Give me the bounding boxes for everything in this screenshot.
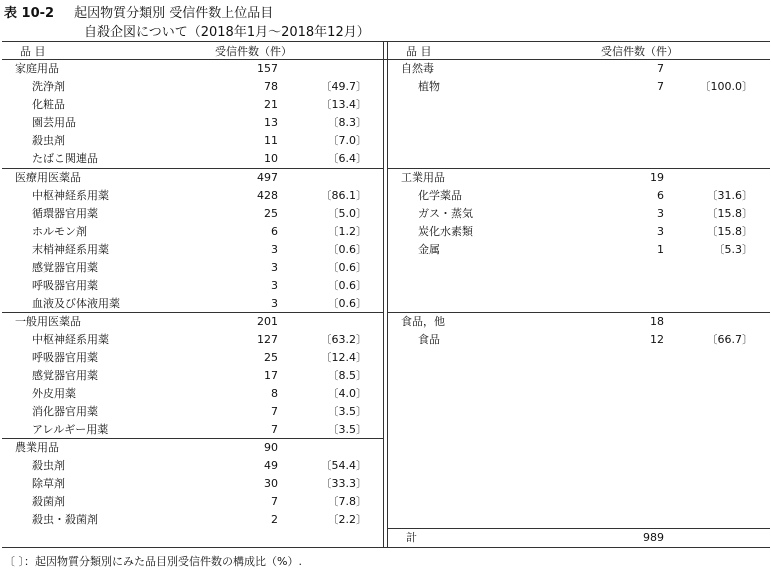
item-ratio: 〔31.6〕 bbox=[706, 189, 753, 202]
category-row bbox=[2, 313, 383, 331]
item-name: 感覚器官用薬 bbox=[32, 369, 98, 382]
table-row bbox=[2, 96, 383, 114]
item-ratio: 〔2.2〕 bbox=[327, 513, 367, 526]
table-row bbox=[2, 205, 383, 223]
item-name: 中枢神経系用薬 bbox=[32, 333, 109, 346]
item-count: 10 bbox=[264, 152, 278, 165]
item-count: 2 bbox=[271, 513, 278, 526]
item-ratio: 〔33.3〕 bbox=[320, 477, 367, 490]
table-row bbox=[388, 331, 770, 349]
item-ratio: 〔4.0〕 bbox=[327, 387, 367, 400]
item-name: 循環器官用薬 bbox=[32, 207, 98, 220]
item-name: 殺虫剤 bbox=[32, 459, 65, 472]
table-row bbox=[2, 132, 383, 150]
item-count: 7 bbox=[271, 405, 278, 418]
item-ratio: 〔0.6〕 bbox=[327, 297, 367, 310]
table-row bbox=[388, 78, 770, 96]
item-name: 殺虫・殺菌剤 bbox=[32, 513, 98, 526]
item-name: 除草剤 bbox=[32, 477, 65, 490]
table-row bbox=[388, 205, 770, 223]
item-ratio: 〔8.3〕 bbox=[327, 116, 367, 129]
table-row bbox=[2, 421, 383, 439]
item-count: 12 bbox=[650, 333, 664, 346]
item-name: 洗浄剤 bbox=[32, 80, 65, 93]
table-row bbox=[2, 349, 383, 367]
category-row bbox=[2, 169, 383, 187]
item-name: 化学薬品 bbox=[418, 189, 462, 202]
category-row bbox=[2, 60, 383, 78]
item-count: 17 bbox=[264, 369, 278, 382]
table-row bbox=[2, 295, 383, 313]
item-name: 殺菌剤 bbox=[32, 495, 65, 508]
right-column bbox=[388, 42, 770, 547]
total-row bbox=[388, 528, 770, 547]
item-ratio: 〔49.7〕 bbox=[320, 80, 367, 93]
item-count: 8 bbox=[271, 387, 278, 400]
item-name: 化粧品 bbox=[32, 98, 65, 111]
category-total: 90 bbox=[264, 441, 278, 454]
table-title bbox=[4, 2, 273, 21]
item-count: 21 bbox=[264, 98, 278, 111]
table-row bbox=[2, 223, 383, 241]
item-ratio: 〔12.4〕 bbox=[320, 351, 367, 364]
item-name: 呼吸器官用薬 bbox=[32, 351, 98, 364]
footnote: 〔 〕：起因物質分類別にみた品目別受信件数の構成比（%）. bbox=[4, 555, 302, 568]
item-count: 3 bbox=[657, 225, 664, 238]
category-row bbox=[388, 169, 770, 187]
item-ratio: 〔3.5〕 bbox=[327, 405, 367, 418]
category-total: 7 bbox=[657, 62, 664, 75]
item-count: 25 bbox=[264, 207, 278, 220]
table-row bbox=[2, 277, 383, 295]
item-name: 血液及び体液用薬 bbox=[32, 297, 120, 310]
category-total: 497 bbox=[257, 171, 278, 184]
table-row bbox=[388, 187, 770, 205]
item-name: 中枢神経系用薬 bbox=[32, 189, 109, 202]
header-count: 受信件数（件） bbox=[215, 45, 292, 58]
item-count: 3 bbox=[271, 261, 278, 274]
item-count: 30 bbox=[264, 477, 278, 490]
item-count: 6 bbox=[657, 189, 664, 202]
item-name: 食品 bbox=[418, 333, 440, 346]
item-count: 11 bbox=[264, 134, 278, 147]
title-line-1: 起因物質分類別 受信件数上位品目 bbox=[74, 6, 274, 21]
category-group bbox=[388, 312, 770, 439]
item-count: 13 bbox=[264, 116, 278, 129]
item-count: 3 bbox=[271, 279, 278, 292]
item-name: 末梢神経系用薬 bbox=[32, 243, 109, 256]
item-ratio: 〔6.4〕 bbox=[327, 152, 367, 165]
table-row bbox=[2, 511, 383, 529]
item-name: 呼吸器官用薬 bbox=[32, 279, 98, 292]
table-row bbox=[388, 223, 770, 241]
header-item: 品 目 bbox=[406, 45, 432, 58]
item-count: 428 bbox=[257, 189, 278, 202]
item-ratio: 〔8.5〕 bbox=[327, 369, 367, 382]
category-name: 自然毒 bbox=[401, 62, 434, 75]
item-ratio: 〔1.2〕 bbox=[327, 225, 367, 238]
table-row bbox=[2, 114, 383, 132]
item-count: 3 bbox=[271, 297, 278, 310]
item-ratio: 〔100.0〕 bbox=[699, 80, 753, 93]
item-name: 園芸用品 bbox=[32, 116, 76, 129]
category-total: 19 bbox=[650, 171, 664, 184]
category-group bbox=[2, 312, 383, 439]
item-count: 49 bbox=[264, 459, 278, 472]
table-row bbox=[2, 493, 383, 511]
item-name: 植物 bbox=[418, 80, 440, 93]
left-column bbox=[2, 42, 383, 547]
item-name: ホルモン剤 bbox=[32, 225, 87, 238]
item-ratio: 〔7.8〕 bbox=[327, 495, 367, 508]
item-name: たばこ関連品 bbox=[32, 152, 98, 165]
item-count: 7 bbox=[271, 495, 278, 508]
item-count: 78 bbox=[264, 80, 278, 93]
item-ratio: 〔54.4〕 bbox=[320, 459, 367, 472]
category-name: 医療用医薬品 bbox=[15, 171, 81, 184]
item-ratio: 〔3.5〕 bbox=[327, 423, 367, 436]
table-row bbox=[2, 331, 383, 349]
table-row bbox=[2, 457, 383, 475]
table-row bbox=[2, 187, 383, 205]
item-count: 7 bbox=[657, 80, 664, 93]
item-name: 炭化水素類 bbox=[418, 225, 473, 238]
item-name: 消化器官用薬 bbox=[32, 405, 98, 418]
item-name: アレルギー用薬 bbox=[32, 423, 109, 436]
category-row bbox=[388, 60, 770, 78]
category-name: 農業用品 bbox=[15, 441, 59, 454]
table-row bbox=[2, 241, 383, 259]
item-ratio: 〔0.6〕 bbox=[327, 279, 367, 292]
category-total: 157 bbox=[257, 62, 278, 75]
item-count: 1 bbox=[657, 243, 664, 256]
item-count: 3 bbox=[271, 243, 278, 256]
table-row bbox=[2, 475, 383, 493]
total-value: 989 bbox=[643, 531, 664, 544]
item-ratio: 〔13.4〕 bbox=[320, 98, 367, 111]
category-row bbox=[2, 439, 383, 457]
item-ratio: 〔15.8〕 bbox=[706, 225, 753, 238]
item-ratio: 〔5.3〕 bbox=[713, 243, 753, 256]
item-ratio: 〔86.1〕 bbox=[320, 189, 367, 202]
data-table bbox=[2, 41, 770, 548]
item-name: 殺虫剤 bbox=[32, 134, 65, 147]
category-row bbox=[388, 313, 770, 331]
item-ratio: 〔63.2〕 bbox=[320, 333, 367, 346]
item-ratio: 〔5.0〕 bbox=[327, 207, 367, 220]
item-ratio: 〔15.8〕 bbox=[706, 207, 753, 220]
category-group bbox=[2, 168, 383, 313]
category-name: 一般用医薬品 bbox=[15, 315, 81, 328]
table-row bbox=[2, 403, 383, 421]
category-total: 18 bbox=[650, 315, 664, 328]
item-count: 25 bbox=[264, 351, 278, 364]
header-count: 受信件数（件） bbox=[601, 45, 678, 58]
table-row bbox=[2, 150, 383, 168]
item-count: 7 bbox=[271, 423, 278, 436]
item-count: 127 bbox=[257, 333, 278, 346]
category-name: 家庭用品 bbox=[15, 62, 59, 75]
item-ratio: 〔0.6〕 bbox=[327, 243, 367, 256]
table-row bbox=[388, 241, 770, 259]
category-group bbox=[2, 438, 383, 529]
table-row bbox=[2, 367, 383, 385]
category-group bbox=[388, 60, 770, 168]
category-name: 食品，他 bbox=[401, 315, 445, 328]
table-row bbox=[2, 78, 383, 96]
total-label: 計 bbox=[406, 531, 417, 544]
item-name: 金属 bbox=[418, 243, 440, 256]
item-ratio: 〔66.7〕 bbox=[706, 333, 753, 346]
item-count: 6 bbox=[271, 225, 278, 238]
item-name: 感覚器官用薬 bbox=[32, 261, 98, 274]
header-item: 品 目 bbox=[20, 45, 46, 58]
table-row bbox=[2, 259, 383, 277]
item-count: 3 bbox=[657, 207, 664, 220]
category-group bbox=[388, 168, 770, 313]
item-name: 外皮用薬 bbox=[32, 387, 76, 400]
table-number: 表 10-2 bbox=[4, 6, 55, 21]
item-name: ガス・蒸気 bbox=[418, 207, 473, 220]
table-row bbox=[2, 385, 383, 403]
item-ratio: 〔7.0〕 bbox=[327, 134, 367, 147]
category-total: 201 bbox=[257, 315, 278, 328]
category-name: 工業用品 bbox=[401, 171, 445, 184]
category-group bbox=[2, 60, 383, 168]
item-ratio: 〔0.6〕 bbox=[327, 261, 367, 274]
title-line-2: 自殺企図について（2018年1月～2018年12月） bbox=[84, 25, 370, 40]
